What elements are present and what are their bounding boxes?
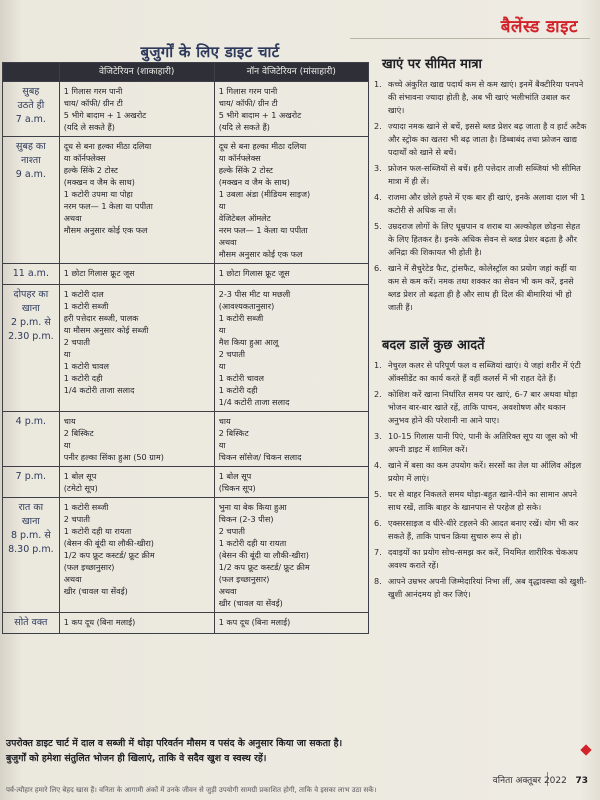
veg-menu-line: 1 छोटा गिलास फ्रूट जूस xyxy=(63,268,135,278)
veg-menu-line: 1/2 कप फ्रूट कस्टर्ड/ फ्रूट क्रीम xyxy=(63,550,155,560)
veg-menu-line: 1 कटोरी चावल xyxy=(63,361,110,371)
meal-time-line: उठते ही xyxy=(17,100,45,111)
veg-menu-line: (यदि ले सकते हैं) xyxy=(63,122,115,132)
diet-row xyxy=(3,467,369,498)
diet-row xyxy=(3,285,369,412)
meal-time xyxy=(3,82,60,137)
veg-menu-line: 5 भीगे बादाम + 1 अखरोट xyxy=(63,110,147,120)
veg-menu-line: 1 कटोरी सब्जी xyxy=(63,502,109,512)
nonveg-menu xyxy=(214,137,368,264)
veg-menu-line: या xyxy=(63,440,71,450)
veg-menu-line: 1 गिलास गरम पानी xyxy=(63,86,123,96)
habit-item-text: खाने में बसा का कम उपयोग करें। सरसों का तेल या ऑलिव ऑइल प्रयोग में लाएं। xyxy=(388,460,582,483)
limited-item xyxy=(374,78,588,117)
nonveg-menu xyxy=(214,412,368,467)
list-number: 3. xyxy=(374,163,382,173)
habit-item xyxy=(374,488,588,514)
nonveg-menu-line: 2-3 पीस मीट या मछली xyxy=(218,289,291,299)
diet-row xyxy=(3,137,369,264)
nonveg-menu-line: वेजिटेबल ऑमलेट xyxy=(218,213,271,223)
habit-item-text: दवाइयों का प्रयोग सोच-समझ कर करें, नियमित शारीरिक चेकअप अवश्य कराते रहें। xyxy=(388,547,578,570)
header-veg: वेजिटेरियन (शाकाहारी) xyxy=(59,63,214,82)
veg-menu-line: या मौसम अनुसार कोई सब्जी xyxy=(63,325,149,335)
list-number: 1. xyxy=(374,79,382,89)
nonveg-menu-line: चाय/ कॉफी/ ग्रीन टी xyxy=(218,98,278,108)
meal-time-line: सुबह xyxy=(22,86,40,97)
nonveg-menu-line: (मक्खन व जैम के साथ) xyxy=(218,177,290,187)
veg-menu-line: 1 कटोरी दाल xyxy=(63,289,104,299)
limited-item xyxy=(374,162,588,188)
meal-time-line: सोते वक्त xyxy=(14,617,48,628)
nonveg-menu-line: 1 कटोरी चावल xyxy=(218,373,265,383)
page-number: 73 xyxy=(575,776,588,786)
list-number: 6. xyxy=(374,263,382,273)
nonveg-menu-line: 1 गिलास गरम पानी xyxy=(218,86,278,96)
meal-time-line: नाश्ता xyxy=(21,155,41,166)
nonveg-menu-line: भुना या बेक किया हुआ xyxy=(218,502,287,512)
meal-time-line: दोपहर का xyxy=(13,289,49,300)
veg-menu xyxy=(59,412,214,467)
veg-menu-line: हल्के सिंके 2 टोस्ट xyxy=(63,165,118,175)
veg-menu-line: (टमेटो सूप) xyxy=(63,483,98,493)
veg-menu-line: 1/4 कटोरी ताजा सलाद xyxy=(63,385,135,395)
nonveg-menu-line: 1 कप दूध (बिना मलाई) xyxy=(218,617,291,627)
veg-menu-line: 1 कटोरी सब्जी xyxy=(63,301,109,311)
list-number: 5. xyxy=(374,221,382,231)
list-number: 7. xyxy=(374,547,382,557)
habit-item-text: आपने उम्रभर अपनी जिम्मेदारियां निभा लीं, अब वृद्धावस्था को खुशी-खुशी आनंदमय हो कर जिएं। xyxy=(388,576,587,599)
header-divider xyxy=(350,38,590,39)
nonveg-menu-line: या xyxy=(218,325,226,335)
limited-item xyxy=(374,220,588,259)
diet-row xyxy=(3,498,369,613)
meal-time xyxy=(3,613,60,634)
nonveg-menu-line: अथवा xyxy=(218,237,237,247)
nonveg-menu-line: या xyxy=(218,201,226,211)
diet-row xyxy=(3,82,369,137)
list-number: 6. xyxy=(374,518,382,528)
meal-time xyxy=(3,498,60,613)
veg-menu-line: या xyxy=(63,349,71,359)
nonveg-menu xyxy=(214,82,368,137)
limited-item xyxy=(374,120,588,159)
nonveg-menu-line: मौसम अनुसार कोई एक फल xyxy=(218,249,303,259)
veg-menu-line: या कॉर्नफ्लेक्स xyxy=(63,153,106,163)
veg-menu xyxy=(59,82,214,137)
nonveg-menu-line: खीर (चावल या सेंवई) xyxy=(218,598,283,608)
nonveg-menu-line: 1/4 कटोरी ताजा सलाद xyxy=(218,397,290,407)
nonveg-menu-line: 1 उबला अंडा (मीडियम साइज) xyxy=(218,189,311,199)
diet-row xyxy=(3,412,369,467)
veg-menu-line: 2 चपाती xyxy=(63,514,90,524)
habit-item xyxy=(374,459,588,485)
meal-time-line: 2 p.m. से xyxy=(10,317,51,328)
list-number: 4. xyxy=(374,460,382,470)
habit-item-text: घर से बाहर निकलते समय थोड़ा-बहुत खाने-पीने का सामान अपने साथ रखें, ताकि बाहर के खानपान से परहेज हो सके। xyxy=(388,489,578,512)
nonveg-menu xyxy=(214,498,368,613)
limited-item xyxy=(374,191,588,217)
habit-item xyxy=(374,359,588,385)
nonveg-menu-line: 1/2 कप फ्रूट कस्टर्ड/ फ्रूट क्रीम xyxy=(218,562,310,572)
veg-menu xyxy=(59,498,214,613)
header-nonveg: नॉन वेजिटेरियन (मांसाहारी) xyxy=(214,63,368,82)
habit-item-text: 10-15 गिलास पानी पिएं, पानी के अतिरिक्त सूप या जूस को भी अपनी डाइट में शामिल करें। xyxy=(388,431,578,454)
nonveg-menu-line: चिकन सॉसेज/ चिकन सलाद xyxy=(218,452,302,462)
nonveg-menu xyxy=(214,613,368,634)
meal-time-line: 9 a.m. xyxy=(15,169,46,180)
nonveg-menu-line: हल्के सिंके 2 टोस्ट xyxy=(218,165,273,175)
nonveg-menu-line: या xyxy=(218,361,226,371)
meal-time-line: 11 a.m. xyxy=(12,268,49,279)
limited-item-text: उम्रदराज लोगों के लिए धूम्रपान व शराब या अल्कोहल छोड़ना सेहत के लिए हितकर है। इनके अधिक सेवन से ब्लड प्रेशर बढ़ता है और अनिद्रा की शिकायत भी होती है। xyxy=(388,221,581,257)
habit-item-text: नेचुरल कलर से परिपूर्ण फल व सब्जियां खाएं। ये जहां शरीर में एंटी ऑक्सीडेंट का कार्य करते हैं वहीं कलर्स में भी राहत देते हैं। xyxy=(388,360,581,383)
limited-item-text: कच्चे अंकुरित खाद्य पदार्थ कम से कम खाएं। इनमें बैक्टीरिया पनपने की संभावना ज्यादा होती है, अब भी खाएं भलीभांति उबाल कर खाएं। xyxy=(388,79,584,115)
limited-list xyxy=(374,78,588,314)
meal-time-line: खाना xyxy=(21,303,40,314)
nonveg-menu-line: (बेसन की बूंदी या लौकी-खीरा) xyxy=(218,550,309,560)
nonveg-menu-line: (यदि ले सकते हैं) xyxy=(218,122,270,132)
meal-time xyxy=(3,467,60,498)
veg-menu-line: मौसम अनुसार कोई एक फल xyxy=(63,225,148,235)
table-header-row xyxy=(3,63,369,82)
table-footnote: उपरोक्त डाइट चार्ट में दाल व सब्जी में थोड़ा परिवर्तन मौसम व पसंद के अनुसार किया जा सकता है। बुजुर्गों को हमेशा संतुलित भोजन ही खिलाएं, ताकि वे सदैव खुश व स्वस्थ रहें। xyxy=(6,738,343,764)
veg-menu-line: (मक्खन व जैम के साथ) xyxy=(63,177,135,187)
bottom-strip-text: पर्व-त्यौहार हमारे लिए बेहद खास हैं। वनिता के आगामी अंकों में उनके जीवन से जुड़ी उपयोगी सामग्री प्रकाशित होगी, ताकि वे इसका लाभ उठा सकें। xyxy=(6,786,377,794)
nonveg-menu-line: या कॉर्नफ्लेक्स xyxy=(218,153,261,163)
nonveg-menu-line: 2 चपाती xyxy=(218,349,245,359)
meal-time-line: 4 p.m. xyxy=(15,416,47,427)
nonveg-menu-line: अथवा xyxy=(218,586,237,596)
meal-time xyxy=(3,137,60,264)
limited-item-text: खाने में सैचुरेटेड फैट, ट्रांसफैट, कोलेस्ट्रॉल का प्रयोग जहां कहीं या कम से कम करें। नमक तथा शक्कर का सेवन भी कम करें, इनसे ब्लड प्रेशर तो बढ़ता ही है और साथ ही दिल की बीमारियां भी हो जाती हैं। xyxy=(388,263,577,312)
meal-time xyxy=(3,285,60,412)
habit-item xyxy=(374,517,588,543)
header-corner xyxy=(3,63,60,82)
veg-menu-line: पनीर हल्का सिंका हुआ (50 ग्राम) xyxy=(63,452,164,462)
veg-menu-line: चाय xyxy=(63,416,76,426)
veg-menu-line: 1 बोल सूप xyxy=(63,471,97,481)
nonveg-menu-line: (आवश्यकतानुसार) xyxy=(218,301,275,311)
limited-item-text: फ्रोजन फल-सब्जियों से बचें। हरी पत्तेदार ताजी सब्जियां भी सीमित मात्रा में ही लें। xyxy=(388,163,581,186)
veg-menu-line: 1 कटोरी दही xyxy=(63,373,103,383)
nonveg-menu-line: चिकन (2-3 पीस) xyxy=(218,514,274,524)
veg-menu-line: 2 चपाती xyxy=(63,337,90,347)
nonveg-menu-line: 2 चपाती xyxy=(218,526,245,536)
habits-heading: बदल डालें कुछ आदतें xyxy=(382,338,485,353)
nonveg-menu xyxy=(214,264,368,285)
veg-menu xyxy=(59,137,214,264)
section-brand-title: बैलेंस्ड डाइट xyxy=(500,17,578,37)
list-number: 3. xyxy=(374,431,382,441)
veg-menu-line: दूध से बना हल्का मीठा दलिया xyxy=(63,141,152,151)
meal-time-line: 8.30 p.m. xyxy=(8,544,54,555)
veg-menu-line: अथवा xyxy=(63,574,82,584)
veg-menu-line: हरी पत्तेदार सब्जी, पालक xyxy=(63,313,139,323)
list-number: 2. xyxy=(374,121,382,131)
tips-column xyxy=(374,48,588,604)
habit-item-text: कोशिश करें खाना निर्धारित समय पर खाएं, 6-7 बार अथवा थोड़ा भोजन बार-बार खाते रहें, ताकि पाचन, अवशोषण और थकान अनुभव होने की परेशानी ना आने पाए। xyxy=(388,389,578,425)
diet-row xyxy=(3,264,369,285)
veg-menu-line: खीर (चावल या सेंवई) xyxy=(63,586,128,596)
nonveg-menu-line: या xyxy=(218,440,226,450)
list-number: 8. xyxy=(374,576,382,586)
habits-list xyxy=(374,359,588,601)
veg-menu-line: 1 कटोरी उपमा या पोहा xyxy=(63,189,133,199)
meal-time-line: 2.30 p.m. xyxy=(8,331,54,342)
meal-time xyxy=(3,412,60,467)
diet-chart-title: बुजुर्गों के लिए डाइट चार्ट xyxy=(140,43,280,61)
meal-time-line: खाना xyxy=(21,516,40,527)
list-number: 2. xyxy=(374,389,382,399)
list-number: 4. xyxy=(374,192,382,202)
veg-menu xyxy=(59,613,214,634)
meal-time-line: 7 a.m. xyxy=(15,114,46,125)
nonveg-menu xyxy=(214,285,368,412)
nonveg-menu-line: 1 कटोरी दही या रायता xyxy=(218,538,287,548)
veg-menu-line: चाय/ कॉफी/ ग्रीन टी xyxy=(63,98,123,108)
list-number: 5. xyxy=(374,489,382,499)
magazine-footer xyxy=(493,773,588,786)
habit-item-text: एक्सरसाइज व धीरे-धीरे टहलने की आदत बनाए रखें। योग भी कर सकते हैं, ताकि पाचन क्रिया सुचारु रूप से हो। xyxy=(388,518,579,541)
diet-chart-table xyxy=(2,62,369,634)
nonveg-menu-line: 1 छोटा गिलास फ्रूट जूस xyxy=(218,268,290,278)
nonveg-menu xyxy=(214,467,368,498)
meal-time-line: सुबह का xyxy=(16,141,46,152)
nonveg-menu-line: नरम फल— 1 केला या पपीता xyxy=(218,225,308,235)
meal-time xyxy=(3,264,60,285)
veg-menu xyxy=(59,264,214,285)
habit-item xyxy=(374,546,588,572)
nonveg-menu-line: चाय xyxy=(218,416,231,426)
end-mark-icon xyxy=(580,744,591,755)
habit-item xyxy=(374,575,588,601)
diet-table-body xyxy=(3,82,369,634)
veg-menu xyxy=(59,285,214,412)
nonveg-menu-line: 1 कटोरी दही xyxy=(218,385,258,395)
veg-menu-line: (बेसन की बूंदी या लौकी-खीरा) xyxy=(63,538,154,548)
habit-item xyxy=(374,388,588,427)
list-number: 1. xyxy=(374,360,382,370)
nonveg-menu-line: 5 भीगे बादाम + 1 अखरोट xyxy=(218,110,302,120)
limited-item-text: राजमा और छोले हफ्ते में एक बार ही खाएं, इनके अलावा दाल भी 1 कटोरी से अधिक ना लें। xyxy=(388,192,586,215)
veg-menu-line: (फल इच्छानुसार) xyxy=(63,562,115,572)
nonveg-menu-line: (फल इच्छानुसार) xyxy=(218,574,270,584)
diet-row xyxy=(3,613,369,634)
nonveg-menu-line: (चिकन सूप) xyxy=(218,483,256,493)
nonveg-menu-line: दूध से बना हल्का मीठा दलिया xyxy=(218,141,307,151)
meal-time-line: रात का xyxy=(18,502,44,513)
limited-item xyxy=(374,262,588,314)
veg-menu-line: अथवा xyxy=(63,213,82,223)
veg-menu-line: नरम फल— 1 केला या पपीता xyxy=(63,201,153,211)
habit-item xyxy=(374,430,588,456)
meal-time-line: 8 p.m. से xyxy=(10,530,51,541)
veg-menu-line: 1 कप दूध (बिना मलाई) xyxy=(63,617,136,627)
nonveg-menu-line: मैश किया हुआ आलू xyxy=(218,337,279,347)
limited-item-text: ज्यादा नमक खाने से बचें, इससे ब्लड प्रेशर बढ़ जाता है व हार्ट अटैक और स्ट्रोक का खतरा भी बढ़ जाता है। डिब्बाबंद तथा फ्रोजन खाद्य पदार्थों को खाने से बचें। xyxy=(388,121,587,157)
limited-heading: खाएं पर सीमित मात्रा xyxy=(382,57,482,72)
nonveg-menu-line: 2 बिस्किट xyxy=(218,428,249,438)
meal-time-line: 7 p.m. xyxy=(15,471,47,482)
nonveg-menu-line: 1 कटोरी सब्जी xyxy=(218,313,264,323)
veg-menu-line: 1 कटोरी दही या रायता xyxy=(63,526,132,536)
nonveg-menu-line: 1 बोल सूप xyxy=(218,471,252,481)
magazine-name: वनिता अक्तूबर 2022 xyxy=(492,776,567,786)
veg-menu-line: 2 बिस्किट xyxy=(63,428,94,438)
veg-menu xyxy=(59,467,214,498)
